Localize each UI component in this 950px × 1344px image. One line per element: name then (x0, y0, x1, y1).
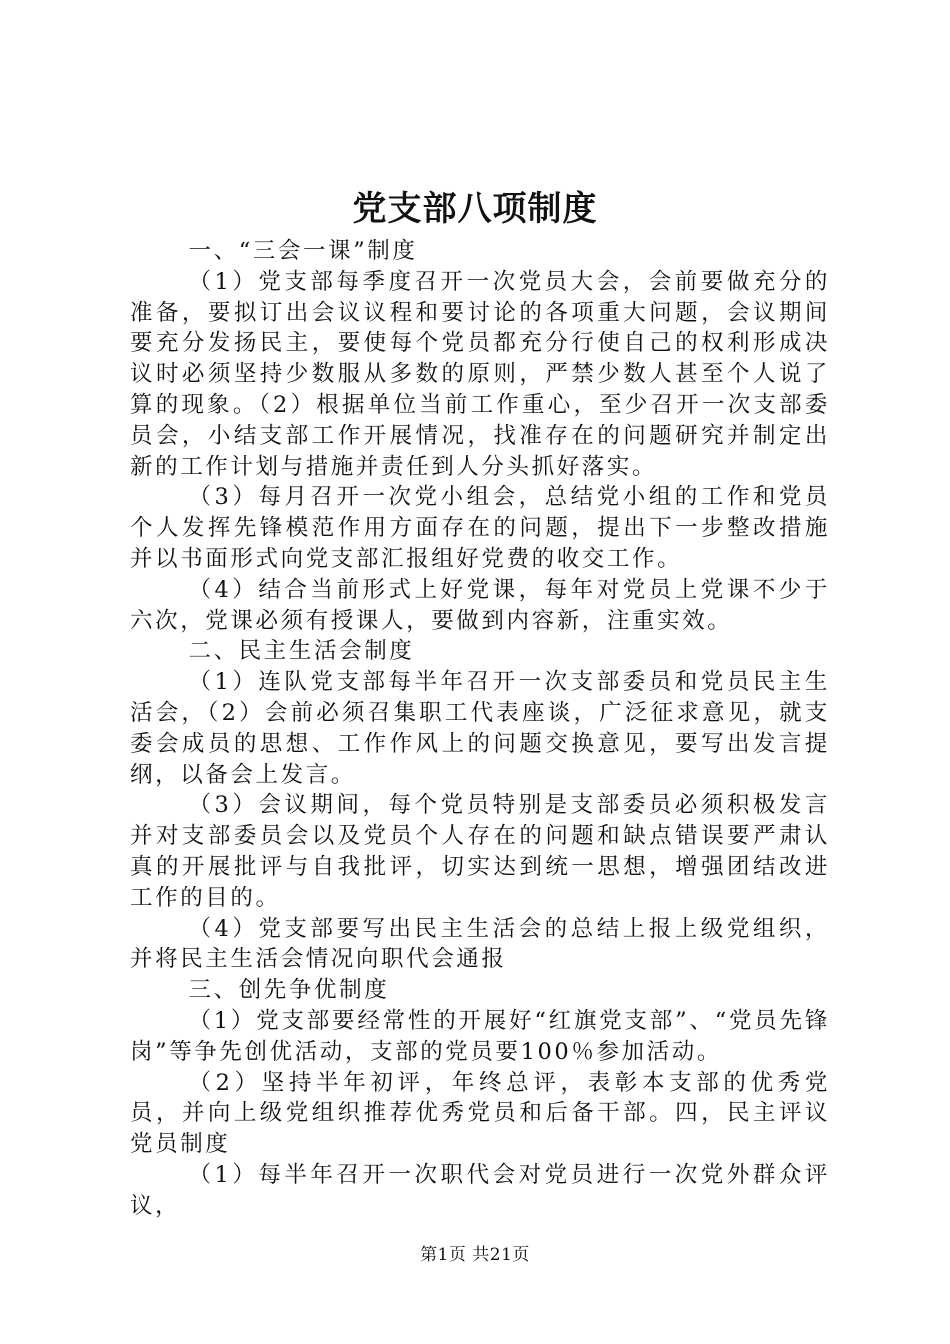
paragraph: （1）党支部要经常性的开展好“红旗党支部”、“党员先锋岗”等争先创优活动，支部的党员要100％参加活动。 (130, 1007, 830, 1065)
section-heading: 一、“三会一课”制度 (188, 238, 418, 264)
paragraph: （3）会议期间，每个党员特别是支部委员必须积极发言并对支部委员会以及党员个人存在的问题和缺点错误要严肃认真的开展批评与自我批评，切实达到统一思想，增强团结改进工作的目的。 (130, 792, 830, 911)
paragraph: （1）党支部每季度召开一次党员大会，会前要做充分的准备，要拟订出会议议程和要讨论的各项重大问题，会议期间要充分发扬民主，要使每个党员都充分行使自己的权利形成决议时必须坚持少数服从多数的原则，严禁少数人甚至个人说了算的现象。（2）根据单位当前工作重心，至少召开一次支部委员会，小结支部工作开展情况，找准存在的问题研究并制定出新的工作计划与措施并责任到人分头抓好落实。 (130, 268, 830, 480)
paragraph: （1）每半年召开一次职代会对党员进行一次党外群众评议， (130, 1161, 830, 1219)
paragraph: （4）结合当前形式上好党课，每年对党员上党课不少于六次，党课必须有授课人，要做到内容新，注重实效。 (130, 576, 830, 634)
paragraph: （1）连队党支部每半年召开一次支部委员和党员民主生活会，（2）会前必须召集职工代表座谈，广泛征求意见，就支委会成员的思想、工作作风上的问题交换意见，要写出发言提纲，以备会上发言。 (130, 669, 830, 788)
page-number-footer: 第1页 共21页 (420, 1245, 530, 1265)
section-heading: 二、民主生活会制度 (188, 638, 415, 665)
document-title: 党支部八项制度 (352, 189, 598, 229)
document-body (130, 236, 830, 1222)
paragraph: （2）坚持半年初评，年终总评，表彰本支部的优秀党员，并向上级党组织推荐优秀党员和后备干部。四，民主评议党员制度 (130, 1069, 830, 1158)
section-heading: 三、创先争优制度 (188, 977, 390, 1004)
paragraph: （3）每月召开一次党小组会，总结党小组的工作和党员个人发挥先锋模范作用方面存在的问题，提出下一步整改措施并以书面形式向党支部汇报组好党费的收交工作。 (130, 484, 830, 572)
paragraph: （4）党支部要写出民主生活会的总结上报上级党组织，并将民主生活会情况向职代会通报 (130, 915, 830, 973)
